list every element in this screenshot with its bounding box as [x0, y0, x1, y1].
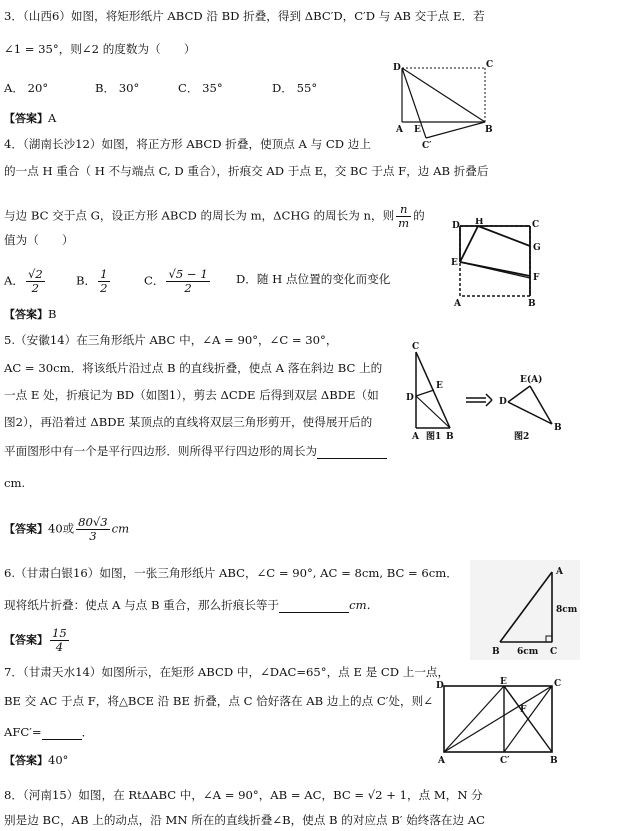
q5-fig1-label-b: B [446, 432, 454, 442]
answer-label: 【答案】 [4, 522, 48, 536]
q7-line1: 7．（甘肃天水14）如图所示，在矩形 ABCD 中，∠DAC=65°，点 E 是 CD 上一点， [4, 665, 450, 679]
q7-line3-text: AFC′= [4, 725, 42, 739]
q4-fig-label-f: F [533, 273, 540, 283]
q7-line2: BE 交 AC 于点 F，将△BCE 沿 BE 折叠，点 C 恰好落在 AB 边上的点 C′处，则∠ [4, 694, 433, 708]
answer-blank [279, 600, 349, 613]
q4-fig-label-a: A [454, 299, 461, 309]
q4-line4: 值为（ ） [4, 233, 74, 247]
q4-line3 [4, 203, 425, 230]
q4-fig-label-b: B [528, 299, 536, 309]
q5-figure [402, 338, 582, 448]
q4-fig-label-g: G [533, 243, 541, 253]
q4-line3-tail: 的 [413, 208, 425, 223]
option-fraction [166, 268, 209, 295]
q4-option-a [4, 268, 47, 295]
q8-line2: 别是边 BC，AB 上的动点，沿 MN 所在的直线折叠∠B，使点 B 的对应点 B′ 始终落在边 AC [4, 813, 486, 827]
q4-fig-label-d: D [452, 221, 460, 231]
q6-answer [4, 627, 71, 654]
q7-fig-label-b: B [550, 756, 558, 766]
answer-fraction [50, 627, 69, 654]
answer-fraction [76, 516, 110, 543]
q4-option-c [144, 268, 212, 295]
fraction-denominator: m [398, 216, 410, 230]
fraction-numerator: √2 [27, 267, 43, 281]
q6-fig-label-6cm: 6cm [517, 647, 539, 657]
q5-fig2-label-e-a: E(A) [520, 375, 543, 385]
q5-line5 [4, 443, 387, 459]
q3-option-b: B． 30° [95, 81, 140, 95]
q7-fig-label-a: A [438, 756, 445, 766]
q3-fig-label-a: A [396, 125, 403, 135]
option-fraction [26, 268, 45, 295]
q3-option-c: C． 35° [178, 81, 223, 95]
q6-line2-tail: cm． [349, 598, 379, 612]
q6-line2-text: 现将纸片折叠：使点 A 与点 B 重合，那么折痕长等于 [4, 598, 280, 612]
fraction-numerator: 80√3 [78, 515, 108, 529]
q5-fig2-caption: 图2 [514, 432, 530, 442]
q5-answer [4, 516, 129, 543]
q7-line3 [4, 724, 93, 740]
option-letter: A． [4, 273, 24, 288]
q5-fig2-label-b: B [554, 423, 562, 433]
q6-fig-label-b: B [492, 647, 500, 657]
q6-figure [470, 560, 580, 660]
fraction-denominator: 3 [89, 529, 97, 543]
q3-fig-label-e: E [414, 125, 421, 135]
q7-fig-label-c-prime: C′ [500, 756, 510, 766]
q3-fig-label-d: D [393, 63, 401, 73]
q7-fig-label-c-top: C [554, 679, 562, 689]
fraction-numerator: 15 [52, 626, 67, 640]
fraction-denominator: 2 [100, 281, 108, 295]
fraction-numerator: √5 − 1 [168, 267, 208, 281]
q5-fig1-caption: 图1 [426, 432, 442, 442]
fraction-numerator: n [396, 203, 411, 217]
q7-answer [4, 752, 68, 769]
q4-line2: 的一点 H 重合（ H 不与端点 C, D 重合），折痕交 AD 于点 E，交 BC 于点 F，边 AB 折叠后 [4, 164, 489, 178]
fraction-denominator: 2 [31, 281, 40, 295]
q5-line6: cm. [4, 476, 26, 490]
q4-fraction-n-over-m [396, 203, 411, 230]
option-letter: B． [76, 273, 97, 288]
answer-value: B [48, 307, 57, 321]
q6-line2 [4, 597, 378, 613]
answer-blank [42, 727, 82, 740]
answer-label: 【答案】 [4, 754, 48, 767]
answer-value: 40° [48, 753, 69, 767]
fraction-denominator: 4 [55, 640, 64, 654]
q5-fig2-label-d: D [499, 397, 507, 407]
q5-line5-text: 平面图形中有一个是平行四边形．则所得平行四边形的周长为 [4, 444, 318, 458]
answer-value: A [48, 111, 57, 125]
q7-fig-label-d: D [436, 681, 444, 691]
q3-fig-label-b: B [485, 125, 493, 135]
q6-fig-label-8cm: 8cm [556, 605, 578, 615]
q6-line1: 6.（甘肃白银16）如图，一张三角形纸片 ABC，∠C = 90°, AC = 8cm, BC = 6cm． [4, 566, 458, 580]
q4-fig-label-e: E [451, 258, 458, 268]
q4-line1: 4．（湖南长沙12）如图，将正方形 ABCD 折叠，使顶点 A 与 CD 边上 [4, 137, 371, 151]
q3-option-d: D． 55° [272, 81, 318, 95]
fraction-numerator: 1 [100, 267, 108, 281]
q3-figure [390, 58, 500, 150]
q8-line1: 8．（河南15）如图，在 RtΔABC 中，∠A = 90°，AB = AC，BC = √2 + 1，点 M，N 分 [4, 788, 483, 802]
answer-unit: cm [111, 521, 130, 536]
q4-figure [448, 218, 548, 310]
q3-option-a: A． 20° [4, 81, 49, 95]
q3-answer [4, 110, 56, 127]
q7-fig-label-e: E [500, 677, 507, 687]
q5-fig1-label-e: E [436, 381, 443, 391]
q3-line1: 3．（山西6）如图，将矩形纸片 ABCD 沿 BD 折叠，得到 ΔBC′D，C′D 与 AB 交于点 E．若 [4, 9, 485, 23]
q3-line2: ∠1 = 35°，则∠2 的度数为（ ） [4, 42, 196, 56]
answer-blank [317, 446, 387, 459]
q6-fig-label-a: A [556, 567, 563, 577]
answer-label: 【答案】 [4, 112, 48, 125]
q5-line2: AC = 30cm．将该纸片沿过点 B 的直线折叠，使点 A 落在斜边 BC 上的 [4, 361, 383, 375]
q6-fig-label-c: C [550, 647, 558, 657]
q5-line1: 5.（安徽14）在三角形纸片 ABC 中，∠A = 90°，∠C = 30°， [4, 333, 338, 347]
q4-fig-label-c: C [532, 220, 540, 230]
q4-answer [4, 306, 56, 323]
answer-label: 【答案】 [4, 633, 48, 647]
q5-fig1-label-c: C [412, 342, 420, 352]
q4-fig-label-h: H [475, 218, 484, 227]
option-fraction [98, 268, 109, 295]
q5-line3: 一点 E 处，折痕记为 BD（如图1），剪去 ΔCDE 后得到双层 ΔBDE（如 [4, 388, 379, 402]
answer-value: 40或 [48, 521, 75, 536]
q7-fig-label-f: F [520, 705, 527, 715]
q7-figure [434, 676, 564, 766]
q4-line3-text: 与边 BC 交于点 G，设正方形 ABCD 的周长为 m，ΔCHG 的周长为 n，则 [4, 208, 395, 223]
q5-fig1-label-a: A [412, 432, 419, 442]
option-letter: C． [144, 273, 165, 288]
q3-fig-label-c-prime: C′ [422, 141, 432, 150]
q5-fig1-label-d: D [406, 393, 414, 403]
answer-label: 【答案】 [4, 308, 48, 321]
q4-option-b [76, 268, 112, 295]
q3-fig-label-c: C [486, 60, 494, 70]
q5-line4: 图2），再沿着过 ΔBDE 某顶点的直线将双层三角形剪开，使得展开后的 [4, 415, 373, 429]
fraction-denominator: 2 [184, 281, 192, 295]
q7-line3-tail: ． [81, 725, 94, 739]
q4-option-d: D．随 H 点位置的变化而变化 [236, 272, 391, 286]
